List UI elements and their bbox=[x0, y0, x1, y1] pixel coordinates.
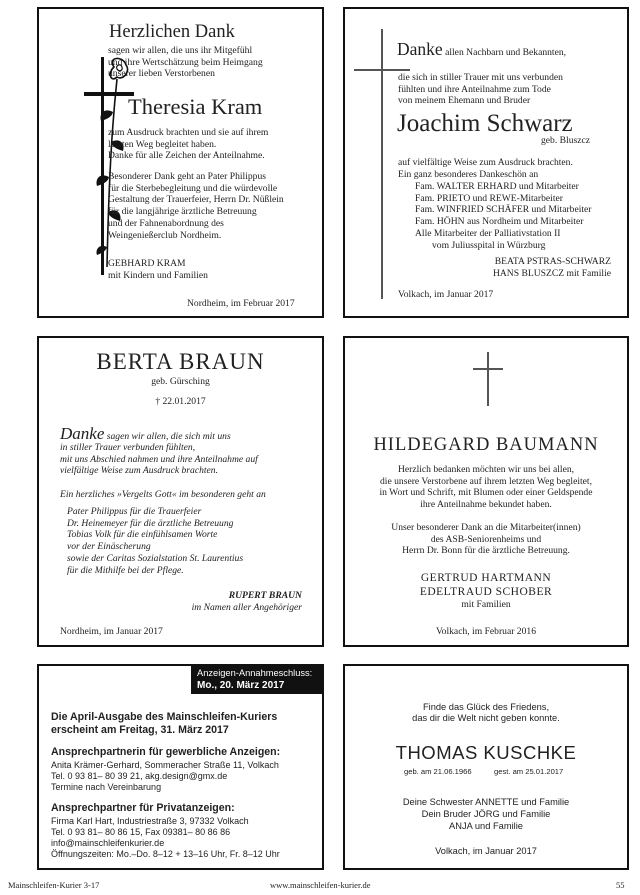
ad6-died: gest. am 25.01.2017 bbox=[494, 767, 564, 776]
ad5-commercial-heading: Ansprechpartnerin für gewerbliche Anzeigen: bbox=[51, 746, 281, 758]
ad-berta-braun bbox=[37, 336, 324, 647]
ad5-private-contact: Firma Karl Hart, Industriestraße 3, 97332 Volkach Tel. 0 93 81– 80 86 15, Fax 09381– 80 86 86 info@mainschleifenkurier.de Öffnungszeiten: Mo.–Do. 8–12 + 13–16 Uhr, Fr. 8–12 Uhr bbox=[51, 816, 280, 859]
ad3-signature: RUPERT BRAUN im Namen aller Angehöriger bbox=[191, 590, 302, 613]
ad6-quote: Finde das Glück des Friedens, das dir die Welt nicht geben konnte. bbox=[412, 702, 560, 724]
ad3-thanks-list: Pater Philippus für die Trauerfeier Dr. Heinemeyer für die ärztliche Betreuung Tobias Volk für die einfühlsamen Worte vor der Einäscherung sowie der Caritas Sozialstation St. Laurentius für die Mithilfe bei der Pflege. bbox=[67, 506, 244, 576]
ad2-place-date: Volkach, im Januar 2017 bbox=[398, 289, 494, 300]
ad3-deceased-name: BERTA BRAUN bbox=[96, 349, 265, 374]
ad6-family: Deine Schwester ANNETTE und Familie Dein Bruder JÖRG und Familie ANJA und Familie bbox=[402, 797, 570, 832]
cross-icon bbox=[487, 352, 489, 406]
ad6-born: geb. am 21.06.1966 bbox=[404, 767, 472, 776]
ad2-intro: die sich in stiller Trauer mit uns verbunden fühlten und ihre Anteilnahme zum Tode von meinem Ehemann und Bruder bbox=[398, 72, 563, 107]
ad-hildegard-baumann bbox=[343, 336, 629, 647]
ad5-private-heading: Ansprechpartner für Privatanzeigen: bbox=[51, 802, 235, 814]
ad3-heading: Danke sagen wir allen, die sich mit uns bbox=[60, 424, 231, 443]
ad4-place-date: Volkach, im Februar 2016 bbox=[435, 626, 536, 637]
footer-page-number: 55 bbox=[616, 880, 625, 890]
ad2-thanks-list: Fam. WALTER ERHARD und Mitarbeiter Fam. PRIETO und REWE-Mitarbeiter Fam. WINFRIED SCHÄFER und Mitarbeiter Fam. HÖHN aus Nordheim und Mitarbeiter Alle Mitarbeiter der Palliativstation II vom Juliusspital in Würzburg bbox=[415, 181, 592, 251]
cross-bar bbox=[473, 368, 503, 370]
ad-theresia-kram bbox=[37, 7, 324, 318]
ad1-signature: GEBHARD KRAM mit Kindern und Familien bbox=[108, 258, 208, 281]
ad3-death-date: † 22.01.2017 bbox=[155, 396, 206, 407]
cross-bar bbox=[354, 69, 410, 71]
ad2-heading: Danke allen Nachbarn und Bekannten, bbox=[397, 39, 567, 59]
ad2-deceased-name: Joachim Schwarz bbox=[397, 110, 573, 137]
ad-thomas-kuschke bbox=[343, 664, 629, 870]
ad4-body: Herzlich bedanken möchten wir uns bei allen, die unsere Verstorbene auf ihrem letzten Weg begleitet, in Wort und Schrift, mit Blumen oder einer Geldspende ihre Anteilnahme bekundet haben. bbox=[379, 464, 593, 511]
footer-website: www.mainschleifen-kurier.de bbox=[270, 880, 371, 890]
ad1-deceased-name: Theresia Kram bbox=[128, 94, 263, 119]
ad4-signature: GERTRUD HARTMANN EDELTRAUD SCHOBER mit Familien bbox=[419, 572, 553, 611]
ad1-special-thanks: Besonderer Dank geht an Pater Philippus für die Sterbebegleitung und die würdevolle Gestaltung der Trauerfeier, Herrn Dr. Nüßlein für die langjährige ärztliche Betreuung und der Fahnenabordnung des Weingenießerclub Nordheim. bbox=[108, 171, 284, 241]
ad-info-box bbox=[37, 664, 324, 870]
rose-cross-icon bbox=[79, 57, 139, 275]
ad4-deceased-name: HILDEGARD BAUMANN bbox=[373, 435, 599, 455]
ad1-intro: sagen wir allen, die uns ihr Mitgefühl und ihre Wertschätzung beim Heimgang unserer lieben Verstorbenen bbox=[108, 45, 263, 80]
ad6-deceased-name: THOMAS KUSCHKE bbox=[395, 742, 577, 763]
ad5-issue: Die April-Ausgabe des Mainschleifen-Kuriers erscheint am Freitag, 31. März 2017 bbox=[51, 711, 278, 736]
ad3-place-date: Nordheim, im Januar 2017 bbox=[60, 626, 163, 637]
ad4-special-thanks: Unser besonderer Dank an die Mitarbeiter(innen) des ASB-Seniorenheims und Herrn Dr. Bonn für die ärztliche Betreuung. bbox=[391, 522, 581, 557]
ad3-birth-name: geb. Gürsching bbox=[151, 376, 210, 387]
deadline-banner: Anzeigen-Annahmeschluss: Mo., 20. März 2017 bbox=[191, 666, 322, 694]
ad2-birth-name: geb. Bluszcz bbox=[541, 135, 591, 146]
ad2-body: auf vielfältige Weise zum Ausdruck brachten. bbox=[398, 157, 573, 168]
footer-publication: Mainschleifen-Kurier 3-17 bbox=[8, 880, 100, 890]
ad1-heading: Herzlichen Dank bbox=[109, 22, 235, 42]
ad6-place-date: Volkach, im Januar 2017 bbox=[435, 846, 537, 856]
ad1-place-date: Nordheim, im Februar 2017 bbox=[187, 298, 295, 309]
ad2-signature: BEATA PSTRAS-SCHWARZ HANS BLUSZCZ mit Familie bbox=[492, 256, 611, 279]
ad-joachim-schwarz bbox=[343, 7, 629, 318]
ad3-body: in stiller Trauer verbunden fühlten, mit uns Abschied nahmen und ihre Anteilnahme auf vielfältige Weise zum Ausdruck brachten. bbox=[60, 442, 258, 477]
ad1-body: zum Ausdruck brachten und sie auf ihrem letzten Weg begleitet haben. Danke für alle Zeichen der Anteilnahme. bbox=[108, 127, 269, 162]
ad5-commercial-contact: Anita Krämer-Gerhard, Sommeracher Straße 11, Volkach Tel. 0 93 81– 80 39 21, akg.design@gmx.de Termine nach Vereinbarung bbox=[51, 760, 279, 792]
ad2-thanks-intro: Ein ganz besonderes Dankeschön an bbox=[398, 169, 539, 180]
ad3-thanks-intro: Ein herzliches »Vergelts Gott« im besonderen geht an bbox=[60, 489, 266, 500]
